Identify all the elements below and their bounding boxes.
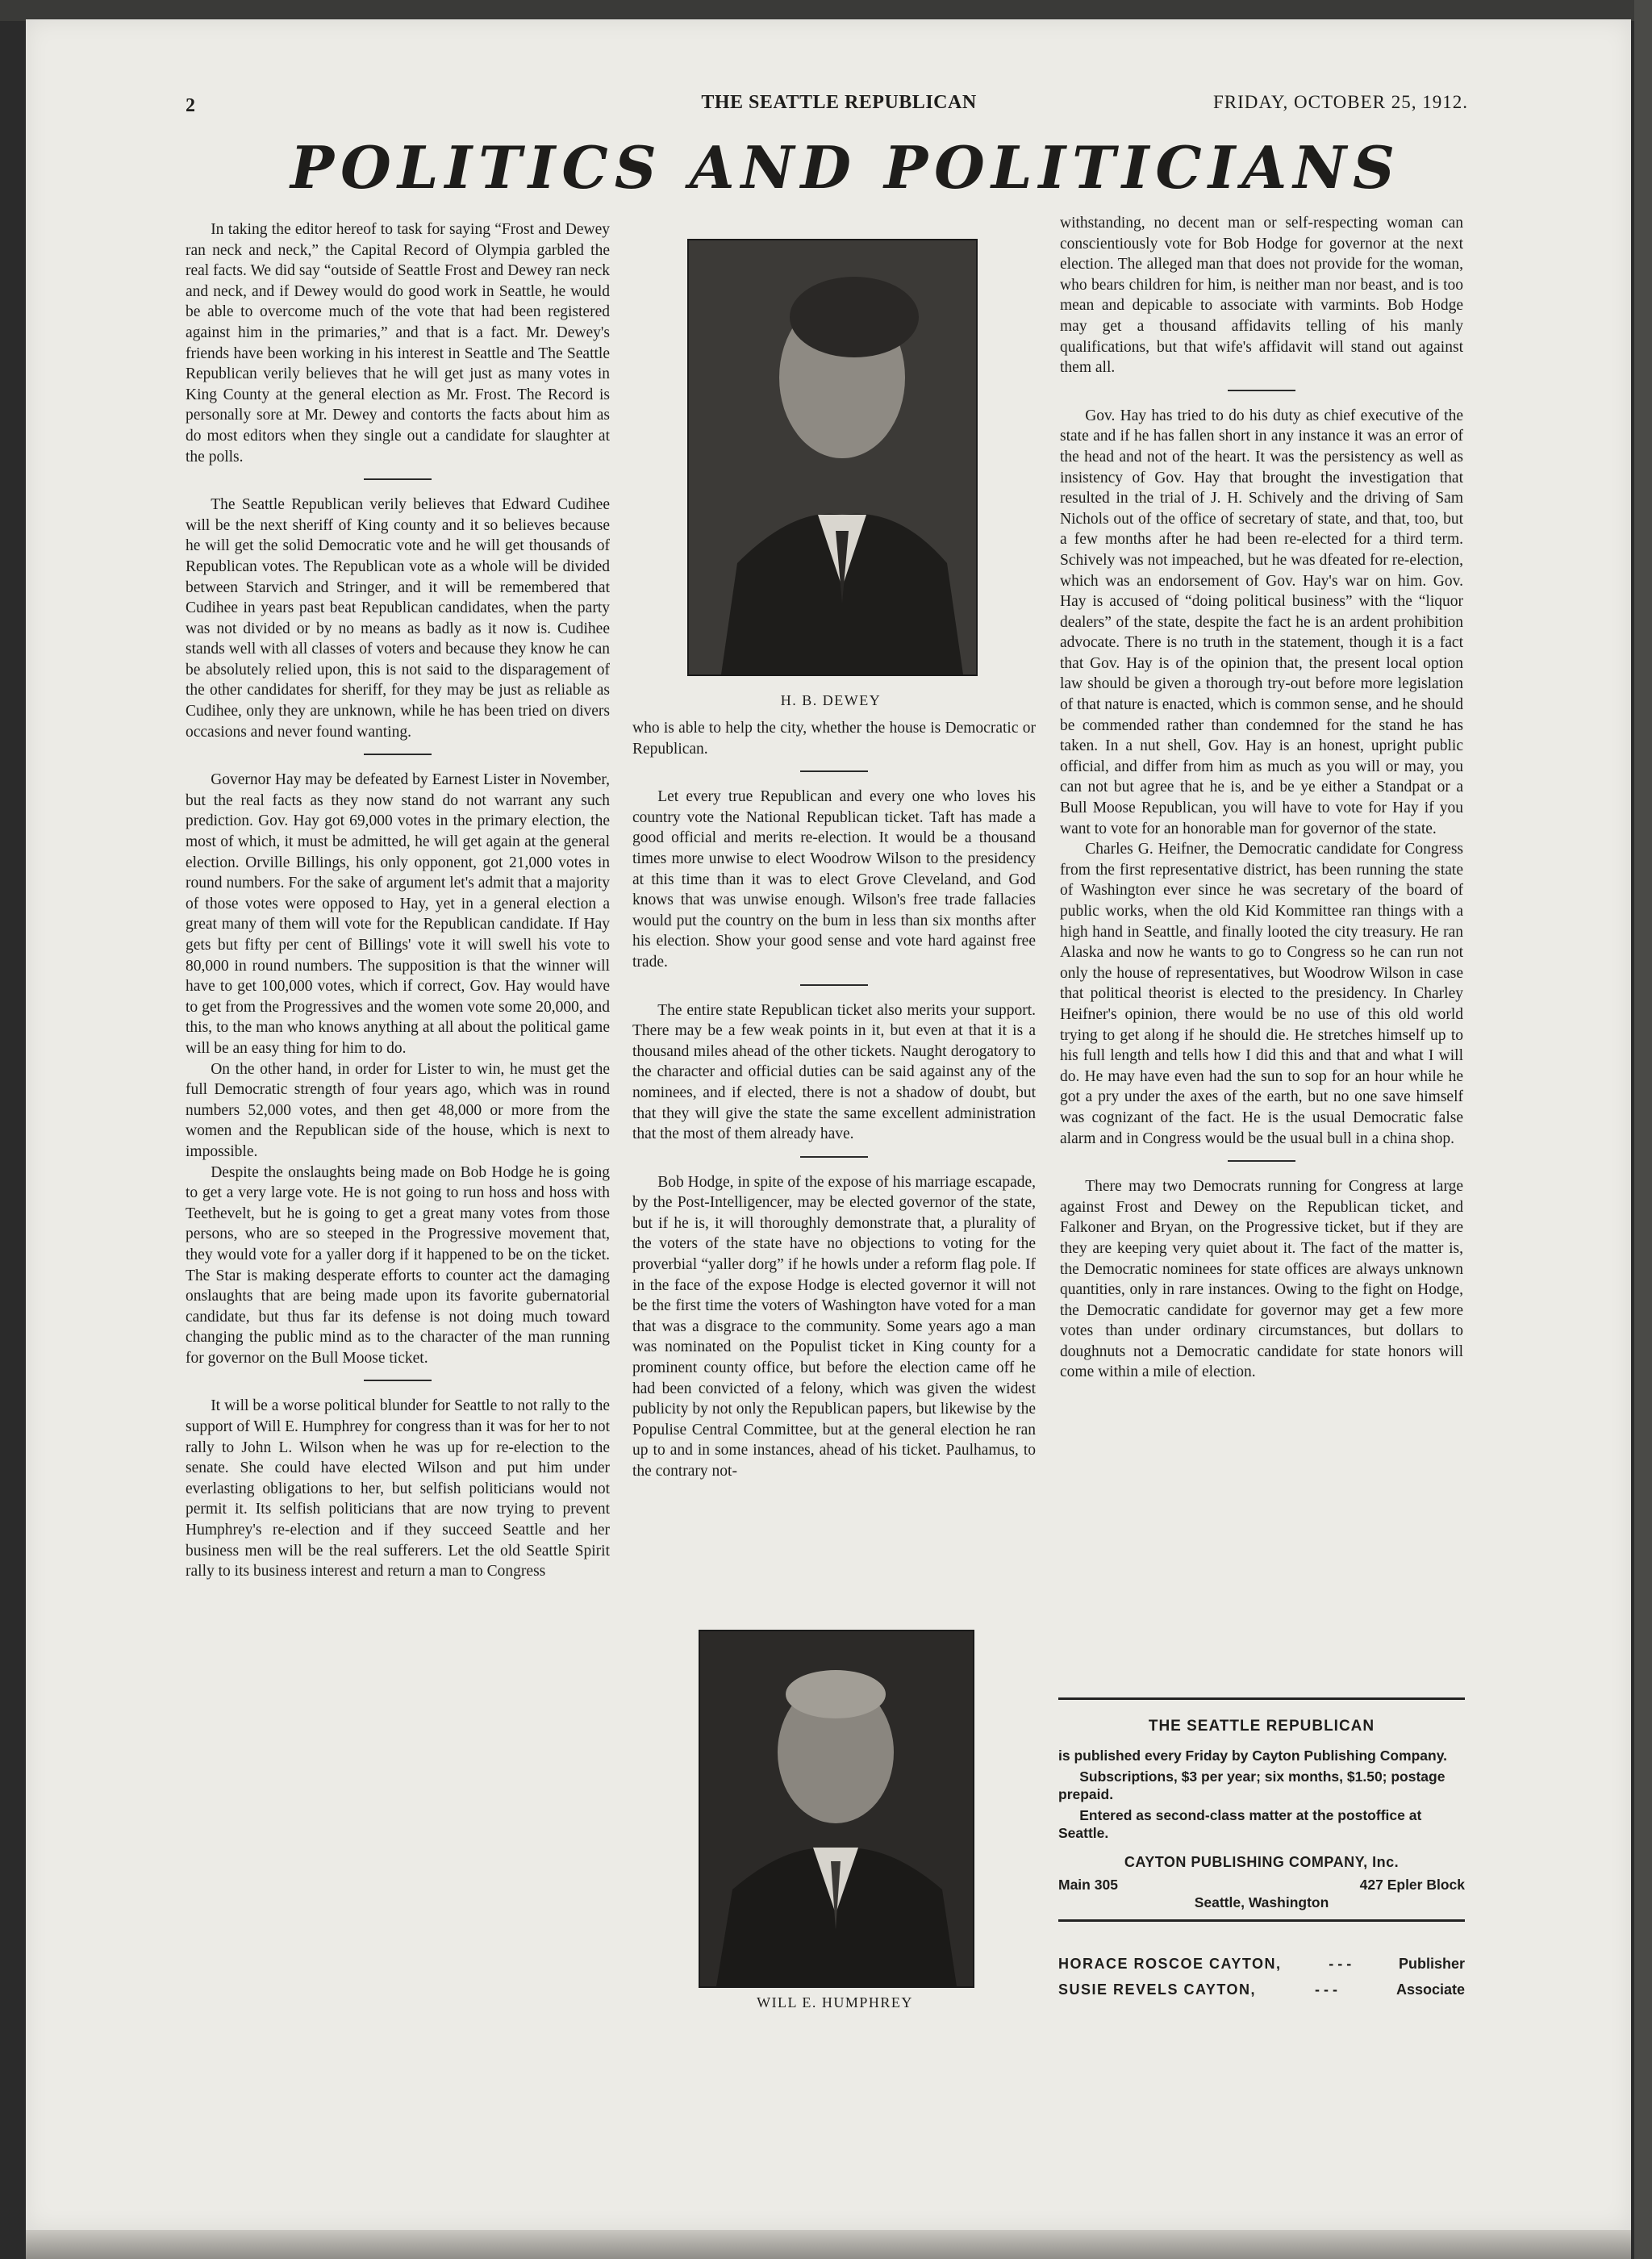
publisher-masthead — [1058, 1697, 1465, 1922]
scan-border-right — [1634, 0, 1652, 2259]
masthead-address: 427 Epler Block — [1359, 1877, 1465, 1893]
staff-dashes: - - - — [1329, 1956, 1352, 1972]
section-divider — [364, 1380, 432, 1381]
masthead-company: CAYTON PUBLISHING COMPANY, Inc. — [1124, 1854, 1400, 1870]
paper-name: THE SEATTLE REPUBLICAN — [701, 92, 977, 113]
section-divider — [364, 478, 432, 480]
masthead-address-row — [1058, 1876, 1465, 1894]
section-divider — [1228, 390, 1295, 391]
article-governor-hay: Governor Hay may be defeated by Earnest Lister in November, but the real facts as they now stand do not warrant any such prediction. Gov. Hay got 69,000 votes in the primary election, the most of which, it must be admitted, he will get again at the general election. Orville Billings, his only opponent, got 21,000 votes in round numbers. For the sake of argument let's admit that a majority of those votes were opposed to Hay, yet in a general election a great many of them will vote for the Republican candidate. If Hay gets but fifty per cent of Billings' vote it will swell his vote to 80,000 in round numbers. The supposition is that the winner will have to get 100,000 votes, which if correct, Gov. Hay would have to get from the Progressives and the women vote some 20,000, and this, to the man who knows anything at all about the political game will be an easy thing for him to do. — [186, 771, 610, 1057]
section-divider — [800, 770, 868, 772]
masthead-postal: Entered as second-class matter at the postoffice at Seattle. — [1058, 1807, 1422, 1841]
staff-dashes: - - - — [1315, 1981, 1337, 1998]
article-bob-hodge: Despite the onslaughts being made on Bob Hodge he is going to get a very large vote. He is not going to run hoss and hoss with Teethevelt, but he is going to get a great many votes from those persons, who are so steeped in the Progressive movement that, they would vote for a yaller dorg if it happened to be on the ticket. The Star is making desperate efforts to counter act the damaging onslaughts that are being made upon its favorite gubernatorial candidate, but thus far its defense is not doing much toward changing the public mind as to the character of the man running for governor on the Bull Moose ticket. — [186, 1163, 610, 1367]
article-humphrey-support: It will be a worse political blunder for Seattle to not rally to the support of Will E. Humphrey for congress than it was for her to not rally to John L. Wilson when he was up for re-election to the senate. She could have elected Wilson and put him under everlasting obligations to her, but selfish politicians would not permit it. Its selfish politicians that are now trying to prevent Humphrey's re-election and if they succeed Seattle and her business men will be the real sufferers. Let the old Seattle Spirit rally to its business interest and return a man to Congress — [186, 1397, 610, 1580]
column-3 — [1060, 213, 1463, 1665]
article-state-ticket: The entire state Republican ticket also merits your support. There may be a few weak points in it, but even at that it is a thousand miles ahead of the other tickets. Naught derogatory to the character and official duties can be said against any of the nominees, and if elected, there is not a shadow of doubt, but that they will give the state the same excellent administration that the most of them already have. — [632, 1001, 1036, 1143]
scan-border-bottom — [26, 2230, 1631, 2259]
column-1 — [186, 219, 610, 2027]
staff-name: SUSIE REVELS CAYTON, — [1058, 1981, 1257, 1998]
staff-row — [1058, 1977, 1465, 2002]
staff-role: Publisher — [1398, 1956, 1465, 1972]
article-cudihee-sheriff: The Seattle Republican verily believes that Edward Cudihee will be the next sheriff of King county and it so believes because he will get the solid Democratic vote and he will get thousands of Republican votes. The Republican vote as a whole will be divided between Starvich and Stringer, and it will be remembered that Cudihee in years past beat Republican candidates, when the party was not divided or by no means as badly as it now is. Cudihee stands well with all classes of voters and because they know he can be absolutely relied upon, this is not said to the disparagement of the other candidates for sheriff, for they may be just as reliable as Cudihee, only they are unknown, while he has been tried on divers occasions and never found wanting. — [186, 496, 610, 741]
portrait-dewey-icon — [689, 240, 976, 674]
page-number: 2 — [186, 95, 195, 116]
section-divider — [1228, 1160, 1295, 1162]
photo-caption-dewey: H. B. DEWEY — [780, 692, 882, 708]
article-humphrey-continued: who is able to help the city, whether the house is Democratic or Republican. — [632, 720, 1036, 758]
issue-date: FRIDAY, OCTOBER 25, 1912. — [1213, 92, 1468, 112]
article-hodge-continued: withstanding, no decent man or self-respecting woman can conscientiously vote for Bob Hodge for governor at the next election. The alleged man that does not provide for the woman, who bears children for him, is neither man nor beast, and is too mean and depicable to associate with varmints. Bob Hodge may get a thousand affidavits telling of his manly qualifications, but that wife's affidavit will stand out against them all. — [1060, 215, 1463, 377]
article-lister: On the other hand, in order for Lister to win, he must get the full Democratic strength of four years ago, which was in round numbers 52,000 votes, and then get 48,000 or more from the women and the Republican side of the house, which is next to impossible. — [186, 1060, 610, 1160]
article-gov-hay-duty: Gov. Hay has tried to do his duty as chief executive of the state and if he has fallen short in any instance it was an error of the head and not of the heart. It was the persistency as well as insistency of Gov. Hay that brought the investigation that resulted in the trial of J. H. Schively and the driving of Sam Nichols out of the office of secretary of state, and that, too, but a few months after he had been re-elected for a third term. Schively was not impeached, but he was dfeated for re-election, which was an endorsement of Gov. Hay's war on him. Gov. Hay is accused of “doing political business” with the “liquor dealers” of the state, despite the fact he is an ardent prohibition advocate. There is no truth in the statement, though it is a fact that Gov. Hay is of the opinion that, the present local option law should be given a thorough try-out before more legislation of that nature is enacted, which is common sense, and he should be commended rather than condemned for the stand he has taken. In a nut shell, Gov. Hay is an honest, upright public official, and differ from him as much as you will or may, you can not but agree that he is, and be ye either a Standpat or a Bull Moose Republican, you will have to vote for Hay if you want to vote for an honorable man for governor of the state. — [1060, 407, 1463, 837]
article-hodge-expose: Bob Hodge, in spite of the expose of his marriage escapade, by the Post-Intelligencer, may be elected governor of the state, but if he is, it will thoroughly demonstrate that, a plurality of the voters of the state have no objections to voting for the proverbial “yaller dorg” if he howls under a reform flag pole. If in the face of the expose Hodge is elected governor it will not be the first time the voters of Washington have voted for a man that was a disgrace to the community. Some years ago a man was nominated on the Populist ticket in King county for a prominent county office, but before the election came off he had been convicted of a felony, which was given the widest publicity by not only the Republican papers, but likewise by the Populise Central Committee, but at the general election he ran up to and in some instances, ahead of his ticket. Paulhamus, to the contrary not- — [632, 1173, 1036, 1480]
section-divider — [800, 984, 868, 986]
article-heifner: Charles G. Heifner, the Democratic candidate for Congress from the first representative district, has been running the state of Washington ever since he was secretary of the board of public works, when the old Kid Kommittee ran things with a high hand in Seattle, and finally looted the city treasury. He ran Alaska and now he wants to go to Congress so he can run not only the house of representatives, but Woodrow Wilson in case that political theorist is elected to the presidency. In Charley Heifner's opinion, there would be no use of this old world trying to get along if he should die. He stretches himself up to his full length and tells how I did this and that and what I will do. He may have even had the sun to sop for an hour while he got a pry under the axes of the earth, but no one save himself was cognizant of the fact. He is the usual Democratic false alarm and in Congress would be the usual bull in a china shop. — [1060, 841, 1463, 1147]
staff-role: Associate — [1395, 1981, 1465, 1998]
masthead-phone: Main 305 — [1058, 1877, 1118, 1893]
staff-name: HORACE ROSCOE CAYTON, — [1058, 1956, 1282, 1972]
portrait-humphrey-icon — [700, 1631, 973, 1986]
section-divider — [364, 754, 432, 755]
photo-caption-humphrey: WILL E. HUMPHREY — [757, 1994, 913, 2011]
masthead-city: Seattle, Washington — [1194, 1894, 1329, 1910]
portrait-photo-humphrey — [699, 1630, 974, 1988]
portrait-photo-dewey — [687, 239, 978, 676]
masthead-title: THE SEATTLE REPUBLICAN — [1148, 1718, 1375, 1735]
scan-border-top — [0, 0, 1652, 21]
article-democrats-congress: There may two Democrats running for Congress at large against Frost and Dewey on the Republican ticket, and Falkoner and Bryan, on the Progressive ticket, but if they are they are keeping very quiet about it. The fact of the matter is, the Democratic nominees for state offices are always unknown quantities, only in rare instances. Owing to the fight on Hodge, the Democratic candidate for governor may get a few more votes than under ordinary circumstances, but dollars to doughnuts not a Democratic candidate for state honors will come within a mile of election. — [1060, 1178, 1463, 1381]
staff-list — [1058, 1951, 1465, 2002]
column-2 — [632, 718, 1036, 1630]
masthead-published: is published every Friday by Cayton Publishing Company. — [1058, 1747, 1447, 1764]
article-frost-dewey: In taking the editor hereof to task for saying “Frost and Dewey ran neck and neck,” the Capital Record of Olympia garbled the real facts. We did say “outside of Seattle Frost and Dewey ran neck and neck, and if Dewey would do good work in Seattle, he would be able to overcome much of the vote that had been registered against him in the primaries,” and that is a fact. Mr. Dewey's friends have been working in his interest in Seattle and The Seattle Republican verily believes that he will get just as many votes in King County at the general election as Mr. Frost. The Record is personally sore at Mr. Dewey and contorts the facts about him as do most editors when they single out a candidate for slaughter at the polls. — [186, 221, 610, 466]
staff-row — [1058, 1951, 1465, 1977]
masthead-subscriptions: Subscriptions, $3 per year; six months, $1.50; postage prepaid. — [1058, 1768, 1446, 1802]
page-headline: POLITICS AND POLITICIANS — [290, 133, 1402, 202]
article-national-ticket: Let every true Republican and every one who loves his country vote the National Republican ticket. Taft has made a good official and merits re-election. It would be a thousand times more unwise to elect Woodrow Wilson to the presidency at this time than it was to elect Grove Cleveland, and God knows that was unwise enough. Wilson's free trade fallacies would put the country on the bum in less than six months after his election. Show your good sense and vote hard against free trade. — [632, 788, 1036, 971]
section-divider — [800, 1156, 868, 1158]
